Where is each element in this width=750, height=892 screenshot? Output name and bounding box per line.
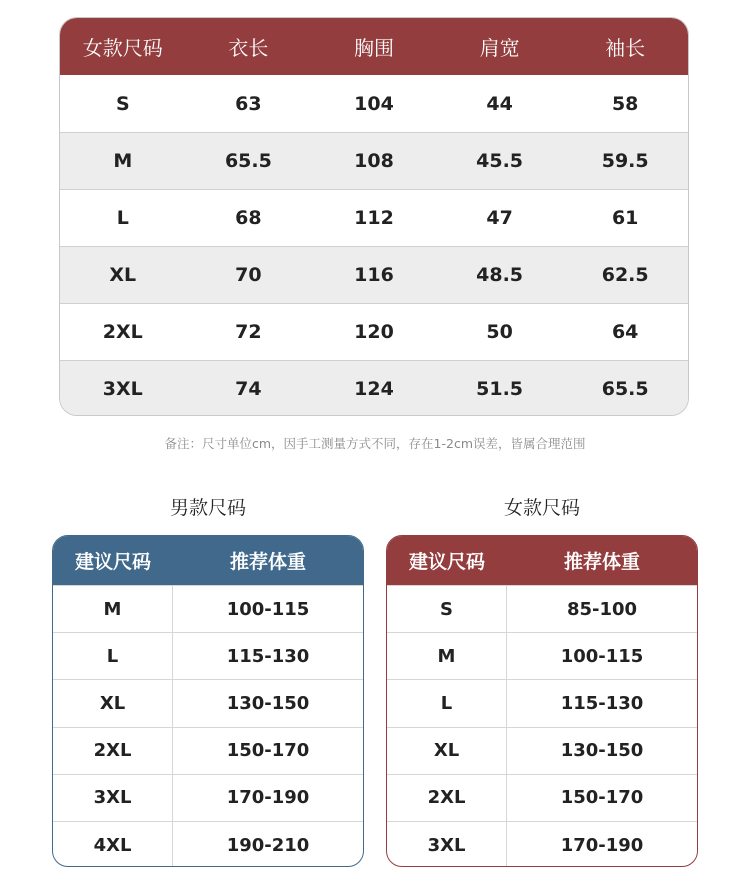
table-cell: 48.5 — [476, 264, 524, 286]
table-row — [60, 360, 688, 416]
weight-cell: 100-115 — [560, 645, 644, 667]
table-row — [387, 821, 697, 867]
table-cell: 64 — [611, 321, 639, 343]
table-cell: S — [115, 92, 130, 115]
table-cell: 59.5 — [601, 150, 649, 172]
table-cell: 74 — [235, 378, 262, 400]
weight-cell: 100-115 — [226, 598, 310, 620]
weight-cell: 115-130 — [226, 645, 310, 667]
size-cell: 2XL — [387, 775, 507, 821]
size-cell: 4XL — [53, 822, 173, 867]
table-cell: 116 — [354, 264, 394, 286]
table-cell: 68 — [235, 207, 262, 229]
table-row — [53, 774, 363, 821]
header-cell-size: 女款尺码 — [82, 36, 163, 60]
header-cell-shoulder: 肩宽 — [479, 36, 520, 60]
weight-cell: 85-100 — [566, 598, 638, 620]
table-row — [53, 632, 363, 679]
size-chart-table — [59, 17, 689, 416]
table-cell: 45.5 — [476, 150, 524, 172]
table-row — [387, 632, 697, 679]
men-weight-table — [52, 535, 364, 867]
table-cell: 104 — [354, 92, 394, 115]
weight-cell: 170-190 — [560, 834, 644, 856]
header-cell-chest: 胸围 — [353, 36, 394, 60]
header-cell-sleeve: 袖长 — [605, 36, 646, 60]
table-row — [60, 75, 688, 132]
size-cell: L — [53, 633, 173, 679]
weight-cell: 130-150 — [560, 740, 644, 762]
size-cell: 3XL — [53, 775, 173, 821]
table-row — [53, 821, 363, 867]
header-cell-recommended-weight: 推荐体重 — [229, 551, 306, 573]
table-cell: 58 — [611, 92, 639, 115]
size-cell: XL — [387, 728, 507, 774]
table-row — [387, 774, 697, 821]
header-cell-suggested-size: 建议尺码 — [74, 551, 151, 573]
weight-cell: 170-190 — [226, 787, 310, 809]
table-cell: 62.5 — [601, 264, 649, 286]
women-weight-table — [386, 535, 698, 867]
header-cell-length: 衣长 — [228, 36, 269, 60]
size-cell: M — [53, 586, 173, 632]
size-cell: S — [387, 586, 507, 632]
table-cell: 50 — [486, 321, 513, 343]
women-section-title: 女款尺码 — [503, 497, 580, 519]
table-row — [60, 189, 688, 246]
table-row — [60, 132, 688, 189]
table-cell: XL — [109, 264, 137, 286]
table-cell: 70 — [235, 264, 262, 286]
women-weight-header — [387, 536, 697, 585]
table-cell: 120 — [354, 321, 394, 343]
table-cell: 44 — [486, 92, 513, 115]
header-cell-suggested-size: 建议尺码 — [408, 551, 485, 573]
table-cell: 72 — [235, 321, 262, 343]
weight-cell: 150-170 — [226, 740, 310, 762]
table-row — [387, 679, 697, 726]
table-row — [387, 585, 697, 632]
weight-cell: 130-150 — [226, 692, 310, 714]
table-cell: 2XL — [102, 321, 143, 343]
weight-cell: 115-130 — [560, 692, 644, 714]
weight-cell: 150-170 — [560, 787, 644, 809]
men-section-title: 男款尺码 — [169, 497, 246, 519]
size-cell: 3XL — [387, 822, 507, 867]
size-cell: L — [387, 680, 507, 726]
table-row — [60, 246, 688, 303]
table-row — [53, 679, 363, 726]
table-cell: 124 — [354, 378, 394, 400]
size-cell: 2XL — [53, 728, 173, 774]
table-cell: 61 — [611, 207, 639, 229]
table-row — [60, 303, 688, 360]
table-cell: 47 — [486, 207, 513, 229]
table-cell: 65.5 — [224, 150, 272, 172]
weight-cell: 190-210 — [226, 834, 310, 856]
table-cell: L — [116, 207, 129, 229]
header-cell-recommended-weight: 推荐体重 — [563, 551, 640, 573]
table-cell: 63 — [235, 92, 262, 115]
size-cell: XL — [53, 680, 173, 726]
table-cell: 3XL — [102, 378, 143, 400]
table-cell: M — [113, 150, 133, 172]
table-row — [387, 727, 697, 774]
size-chart-header — [60, 18, 688, 75]
table-cell: 108 — [354, 150, 394, 172]
table-cell: 51.5 — [476, 378, 524, 400]
table-cell: 112 — [354, 207, 394, 229]
size-cell: M — [387, 633, 507, 679]
men-weight-header — [53, 536, 363, 585]
table-cell: 65.5 — [601, 378, 649, 400]
measurement-note: 备注：尺寸单位cm，因手工测量方式不同，存在1-2cm误差，皆属合理范围 — [164, 436, 586, 451]
table-row — [53, 585, 363, 632]
table-row — [53, 727, 363, 774]
